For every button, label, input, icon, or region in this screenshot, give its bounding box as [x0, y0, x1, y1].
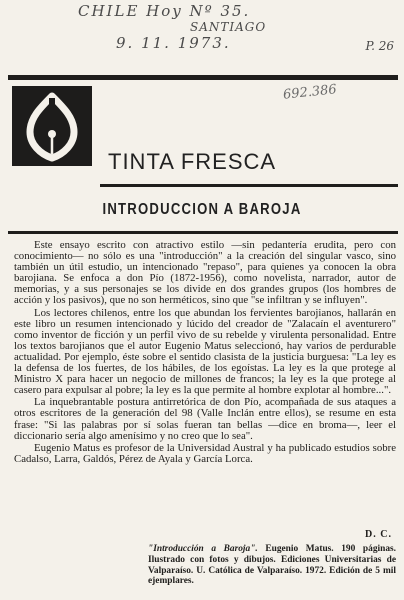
paragraph: Eugenio Matus es profesor de la Universidad Austral y ha publicado estudios sobre Cadalso, Larra, Galdós, Pérez de Ayala y García Lorca. — [14, 441, 396, 465]
book-title: "Introducción a Baroja". — [148, 544, 258, 554]
author-initials: D. C. — [365, 529, 392, 540]
book-reference — [148, 544, 396, 587]
title-rule — [8, 231, 398, 234]
handwritten-source: CHILE Hoy Nº 35. — [78, 2, 251, 20]
handwritten-code: 692.386 — [282, 82, 338, 103]
pen-nib-emblem-icon — [12, 86, 92, 166]
section-title: TINTA FRESCA — [108, 149, 277, 174]
book-details: Eugenio Matus. 190 páginas. Ilustrado con fotos y dibujos. Ediciones Universitarias de Valparaíso. U. Católica de Valparaíso. 1972. Edición de 5 mil ejemplares. — [148, 544, 396, 587]
handwritten-city: SANTIAGO — [190, 20, 267, 34]
article-body — [14, 240, 396, 466]
handwritten-date: 9. 11. 1973. — [116, 34, 231, 52]
top-rule — [8, 75, 398, 80]
handwritten-page: P. 26 — [365, 39, 394, 53]
paragraph: Este ensayo escrito con atractivo estilo —sin pedantería erudita, pero con conocimiento— no sólo es una "introducción" a la creación del singular vasco, sino también un útil estudio, un intencionado "repaso", para quienes ya conocen la obra barojiana. Se enfoca a don Pío (1872-1956), como novelista, narrador, autor de memorias, y a sus personajes se los divide en dos grandes grupos (los hombres de acción y los pasivos), que no son herméticos, sino que "se infiltran y se influyen". — [14, 239, 396, 307]
section-rule — [100, 184, 398, 187]
paragraph: La inquebrantable postura antirretórica de don Pío, acompañada de sus ataques a otros escritores de la generación del 98 (Valle Inclán entre ellos), se resume en esta frase: "Si las palabras por sí solas fueran tan bellas —dice en broma—, leer el diccionario sería algo amenísimo y no creo que lo sea". — [14, 396, 396, 442]
article-title: INTRODUCCION A BAROJA — [102, 201, 302, 218]
paragraph: Los lectores chilenos, entre los que abundan los fervientes barojianos, hallarán en este libro un resumen intencionado y lúcido del creador de "Zalacaín el aventurero" como inventor de ficción y un perfil vivo de su rebelde y virulenta personalidad. Entre los textos barojianos que el autor Eugenio Matus seleccionó, hay varios de perdurable actualidad. Por ejemplo, éste sobre el sentido clasista de la justicia burguesa: "La ley es la defensa de los fuertes, de los hábiles, de los egoístas. La ley es la que protege al Ministro X para hacer un negocio de millones de francos; la ley es la que protege al casero para expulsar al pobre; la ley es la que permite al hombre explotar al hombre...". — [14, 306, 396, 397]
